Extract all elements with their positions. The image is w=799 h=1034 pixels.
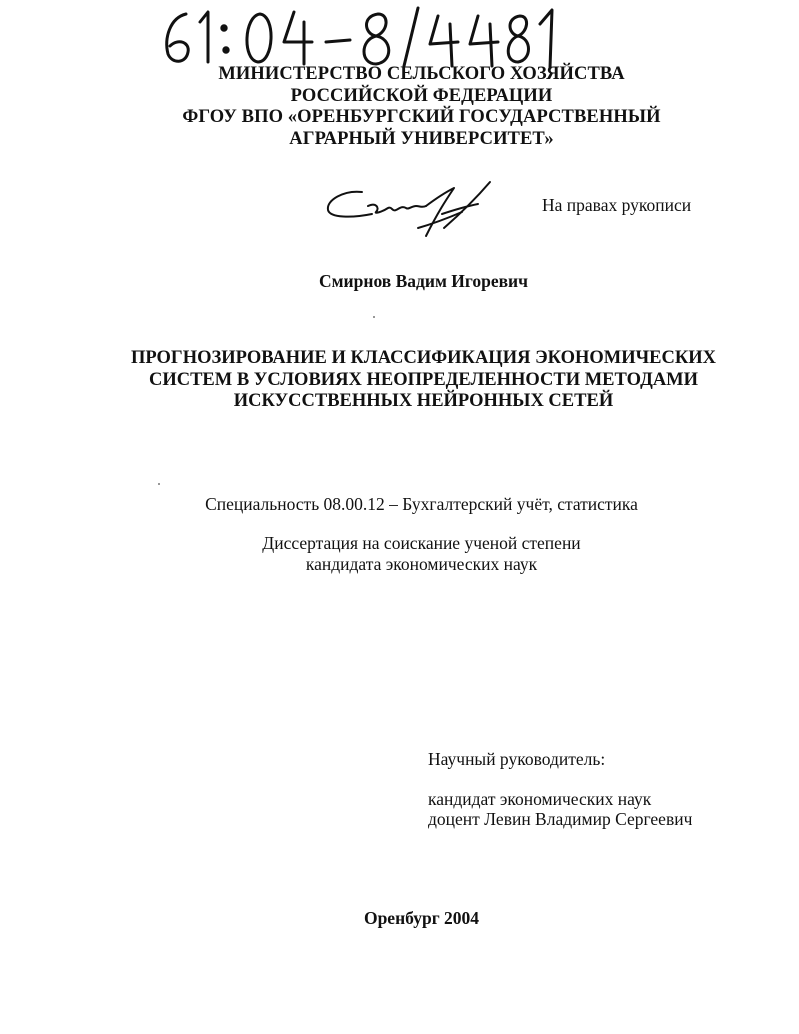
ministry-line-1: МИНИСТЕРСТВО СЕЛЬСКОГО ХОЗЯЙСТВА (218, 64, 625, 84)
manuscript-rights-note: На правах рукописи (542, 195, 692, 215)
city-year: Оренбург 2004 (363, 908, 480, 928)
degree-statement (22, 533, 799, 575)
supervisor-label: Научный руководитель: (428, 749, 606, 769)
author-name: Смирнов Вадим Игоревич (318, 271, 529, 291)
ministry-line-2: РОССИЙСКОЙ ФЕДЕРАЦИИ (290, 85, 553, 106)
university-line-1: ФГОУ ВПО «ОРЕНБУРГСКИЙ ГОСУДАРСТВЕННЫЙ (182, 107, 661, 127)
print-speck (158, 483, 160, 485)
university-line-2: АГРАРНЫЙ УНИВЕРСИТЕТ» (289, 128, 554, 149)
title-line-1: ПРОГНОЗИРОВАНИЕ И КЛАССИФИКАЦИЯ ЭКОНОМИЧЕСКИХ (130, 348, 717, 368)
title-line-3: ИСКУССТВЕННЫХ НЕЙРОННЫХ СЕТЕЙ (233, 391, 614, 411)
supervisor-name: доцент Левин Владимир Сергеевич (428, 809, 693, 829)
supervisor-degree: кандидат экономических наук (428, 789, 652, 809)
degree-line-1: Диссертация на соискание ученой степени (262, 533, 581, 553)
handwritten-signature-icon (322, 178, 500, 244)
handwritten-archive-code (160, 4, 570, 70)
specialty-line: Специальность 08.00.12 – Бухгалтерский учёт, статистика (205, 494, 638, 514)
institution-header (22, 64, 799, 150)
title-line-2: СИСТЕМ В УСЛОВИЯХ НЕОПРЕДЕЛЕННОСТИ МЕТОДАМИ (148, 369, 699, 390)
print-speck (373, 316, 375, 318)
dissertation-title (24, 348, 799, 413)
degree-line-2: кандидата экономических наук (305, 554, 538, 574)
